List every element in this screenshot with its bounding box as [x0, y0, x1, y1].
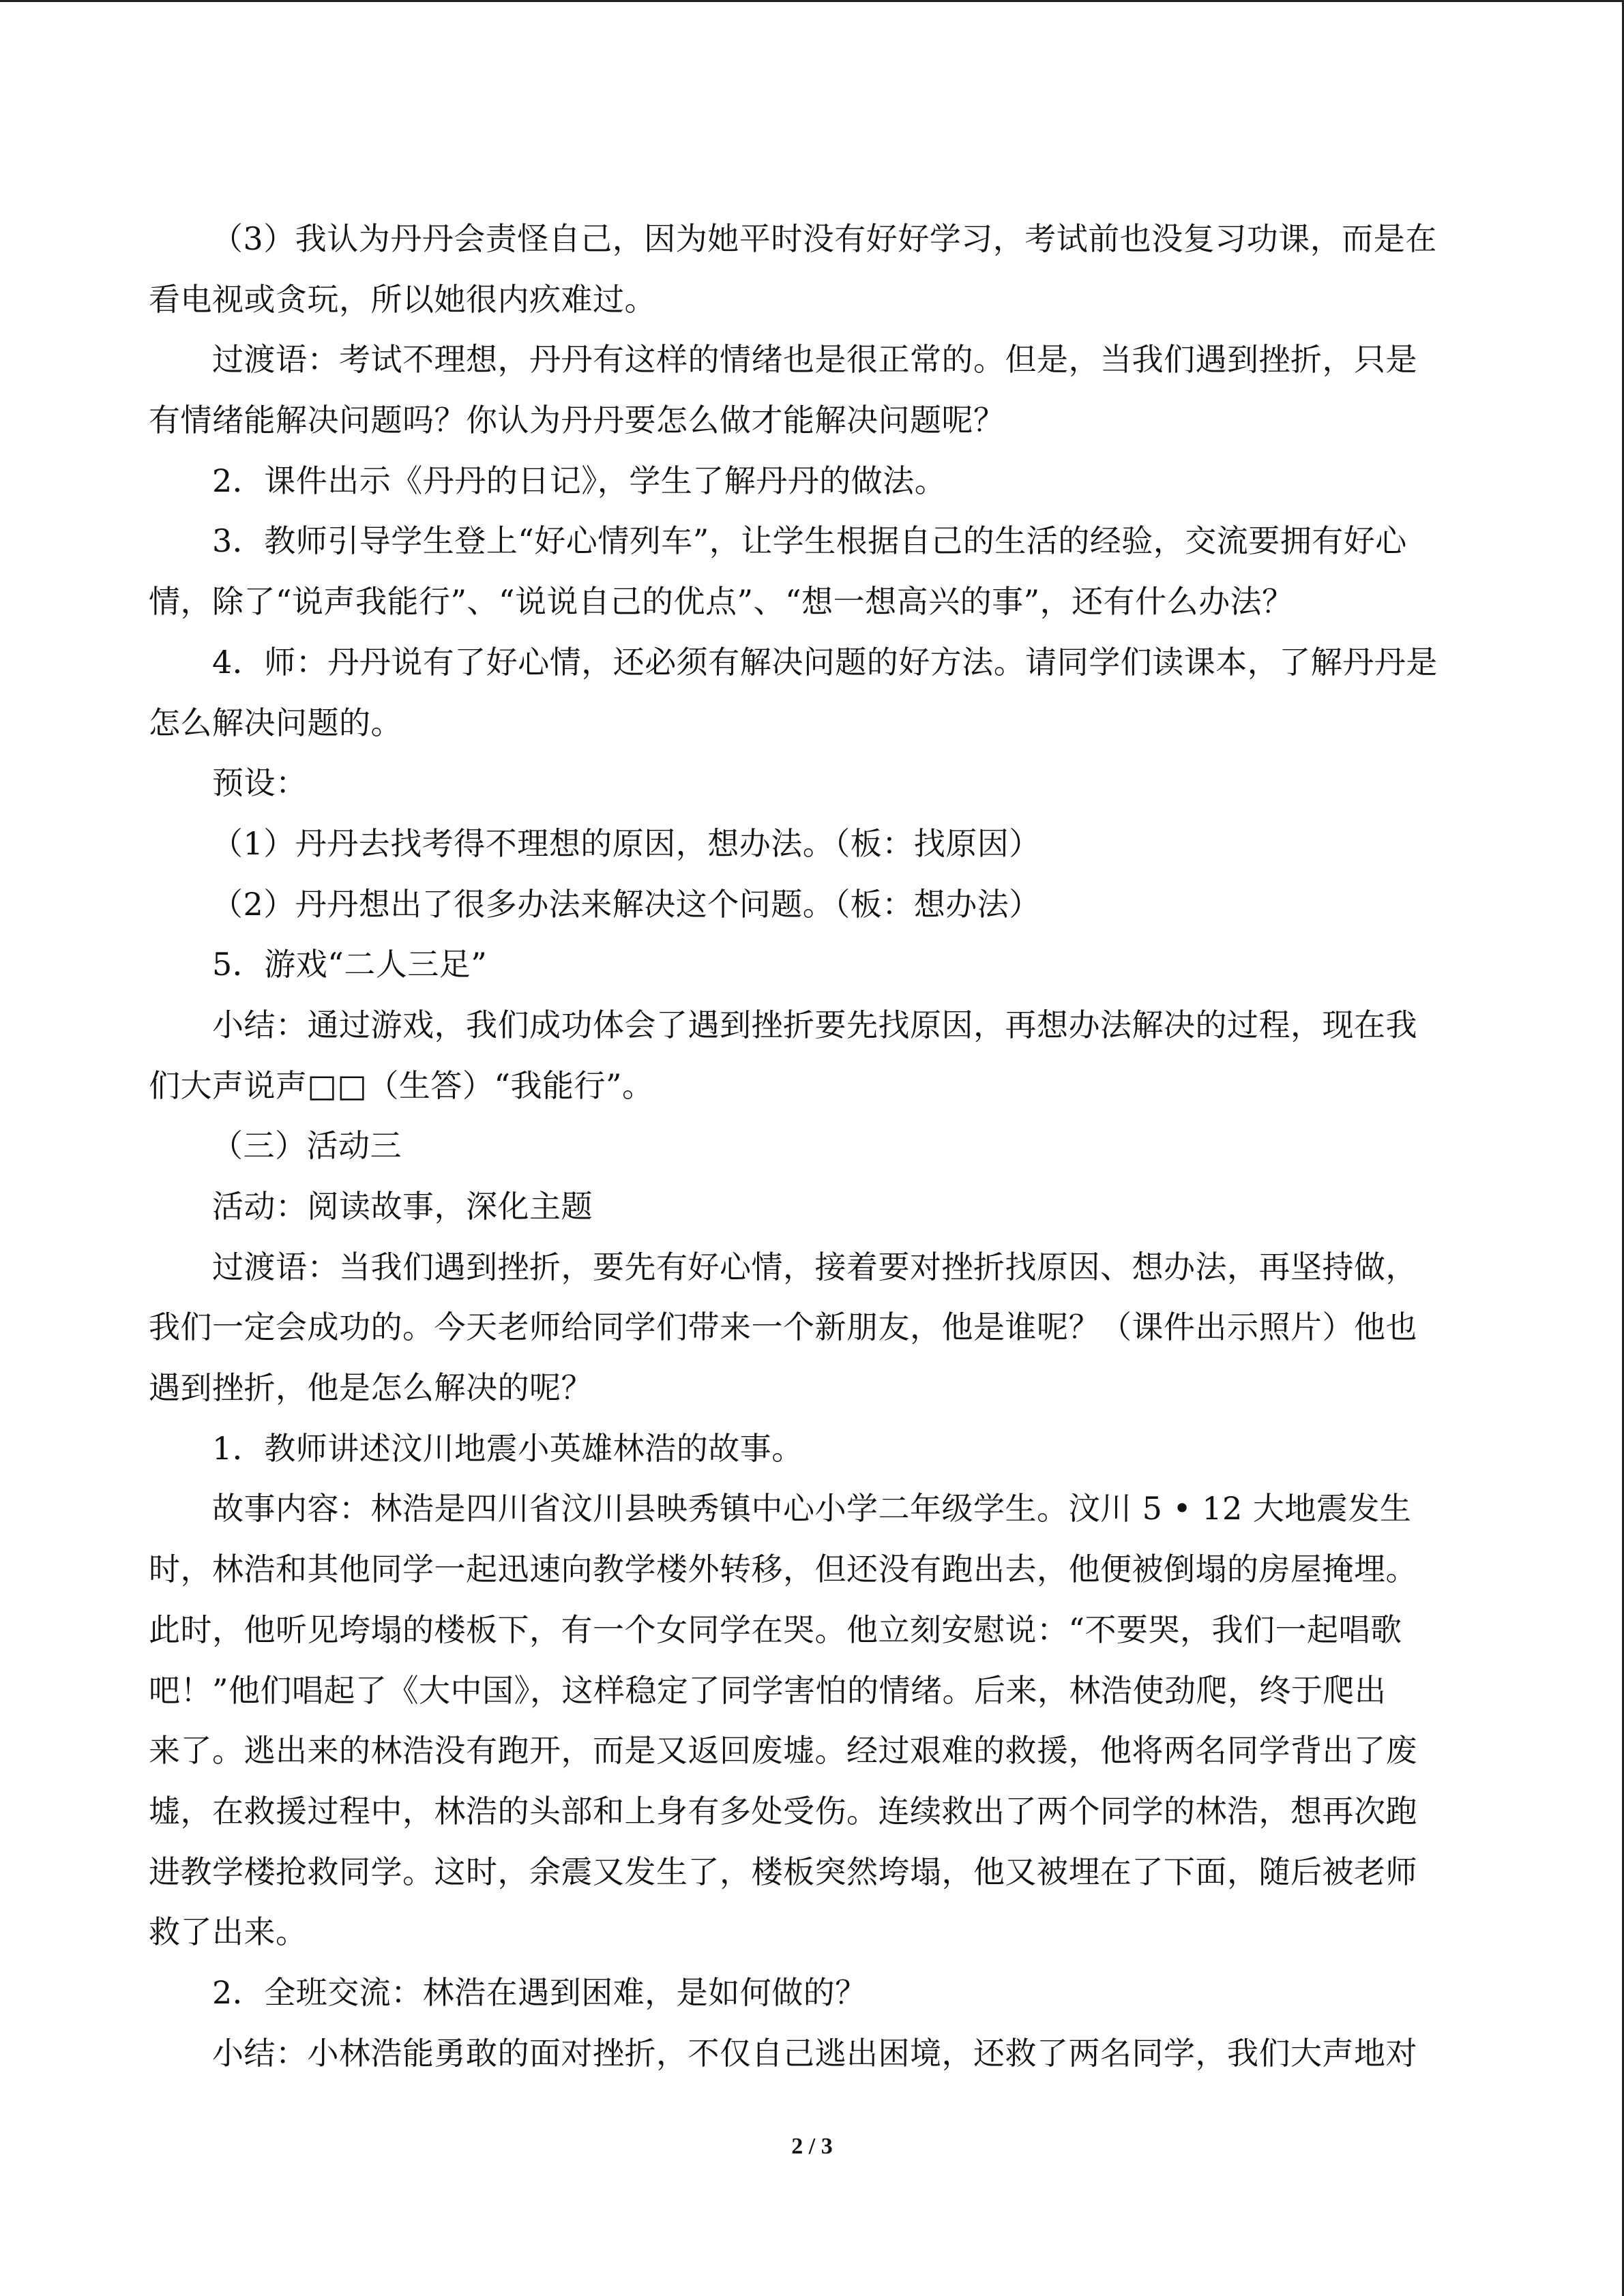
text-line: （三）活动三	[211, 1127, 402, 1165]
text-line: （3）我认为丹丹会责怪自己，因为她平时没有好好学习，考试前也没复习功课，而是在	[211, 220, 1437, 257]
page-number: 2 / 3	[791, 2134, 833, 2159]
text-line: 来了。逃出来的林浩没有跑开，而是又返回废墟。经过艰难的救援，他将两名同学背出了废	[149, 1732, 1417, 1770]
text-line: 时，林浩和其他同学一起迅速向教学楼外转移，但还没有跑出去，他便被倒塌的房屋掩埋。	[149, 1551, 1417, 1588]
text-line: 我们一定会成功的。今天老师给同学们带来一个新朋友，他是谁呢？（课件出示照片）他也	[149, 1309, 1417, 1346]
text-line: 小结：小林浩能勇敢的面对挫折，不仅自己逃出困境，还救了两名同学，我们大声地对	[212, 2034, 1417, 2072]
text-line: 3．教师引导学生登上“好心情列车”，让学生根据自己的生活的经验，交流要拥有好心	[212, 522, 1407, 560]
text-line: 救了出来。	[149, 1913, 308, 1951]
text-line: 2．课件出示《丹丹的日记》，学生了解丹丹的做法。	[212, 462, 947, 499]
text-line: 过渡语：当我们遇到挫折，要先有好心情，接着要对挫折找原因、想办法，再坚持做，	[212, 1248, 1417, 1285]
document-body	[149, 209, 1475, 2083]
text-line: 2．全班交流：林浩在遇到困难，是如何做的？	[212, 1973, 867, 2011]
text-line: 遇到挫折，他是怎么解决的呢？	[149, 1369, 593, 1407]
text-line: 看电视或贪玩，所以她很内疚难过。	[149, 280, 656, 318]
text-line: 有情绪能解决问题吗？你认为丹丹要怎么做才能解决问题呢？	[149, 402, 1005, 439]
page-top-border	[0, 0, 1624, 2]
text-line: （2）丹丹想出了很多办法来解决这个问题。（板：想办法）	[211, 885, 1041, 923]
text-line: 情，除了“说声我能行”、“说说自己的优点”、“想一想高兴的事”，还有什么办法？	[149, 583, 1294, 621]
text-line: 活动：阅读故事，深化主题	[212, 1188, 593, 1225]
text-line: 吧！”他们唱起了《大中国》，这样稳定了同学害怕的情绪。后来，林浩使劲爬，终于爬出	[149, 1671, 1387, 1709]
text-line: 4．师：丹丹说有了好心情，还必须有解决问题的好方法。请同学们读课本，了解丹丹是	[212, 643, 1438, 681]
text-line: 墟，在救援过程中，林浩的头部和上身有多处受伤。连续救出了两个同学的林浩，想再次跑	[149, 1792, 1417, 1830]
text-line: 1．教师讲述汶川地震小英雄林浩的故事。	[212, 1429, 803, 1467]
text-line: 过渡语：考试不理想，丹丹有这样的情绪也是很正常的。但是，当我们遇到挫折，只是	[212, 341, 1417, 378]
text-line: 进教学楼抢救同学。这时，余震又发生了，楼板突然垮塌，他又被埋在了下面，随后被老师	[149, 1853, 1417, 1890]
text-line: 们大声说声□□（生答）“我能行”。	[149, 1067, 654, 1104]
text-line: 怎么解决问题的。	[149, 704, 402, 741]
text-line: 故事内容：林浩是四川省汶川县映秀镇中心小学二年级学生。汶川 5 • 12 大地震发生	[212, 1490, 1412, 1527]
text-line: 此时，他听见垮塌的楼板下，有一个女同学在哭。他立刻安慰说：“不要哭，我们一起唱歌	[149, 1611, 1402, 1648]
text-line: 小结：通过游戏，我们成功体会了遇到挫折要先找原因，再想办法解决的过程，现在我	[212, 1006, 1417, 1043]
text-line: 5．游戏“二人三足”	[212, 946, 488, 983]
text-line: （1）丹丹去找考得不理想的原因，想办法。（板：找原因）	[211, 824, 1041, 862]
text-line: 预设：	[212, 764, 308, 802]
